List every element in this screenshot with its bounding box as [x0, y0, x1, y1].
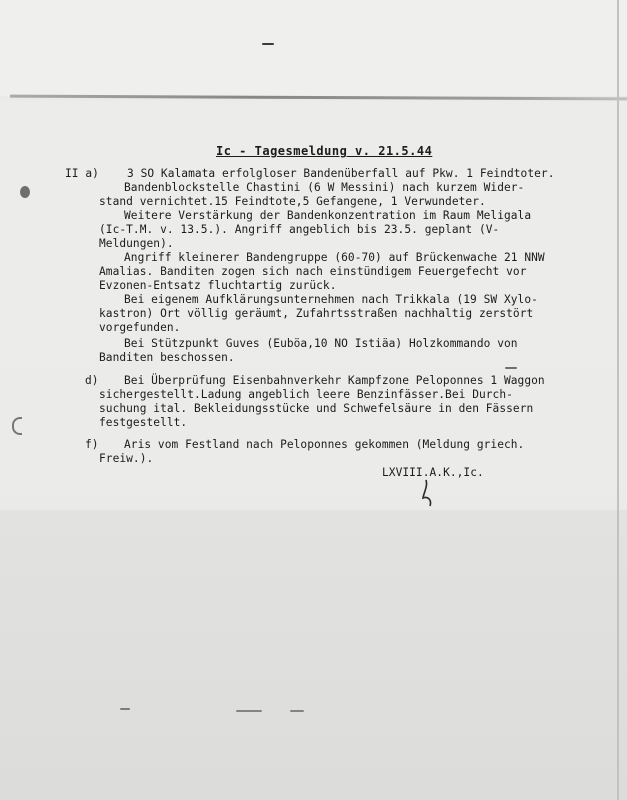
text-line: Aris vom Festland nach Peloponnes gekommen (Meldung griech.	[124, 438, 525, 451]
text-line: stand vernichtet.15 Feindtote,5 Gefangene, 1 Verwundeter.	[99, 195, 486, 208]
text-line: Meldungen).	[99, 237, 174, 250]
text-line: festgestellt.	[99, 416, 188, 429]
lower-blank-area	[0, 510, 627, 800]
text-line: Banditen beschossen.	[99, 351, 235, 364]
text-line: vorgefunden.	[99, 321, 181, 334]
ink-speck	[236, 710, 262, 712]
ink-speck	[290, 710, 304, 712]
top-margin	[0, 0, 627, 96]
text-line: Bandenblockstelle Chastini (6 W Messini) nach kurzem Wider-	[124, 181, 525, 194]
text-line: sichergestellt.Ladung angeblich leere Benzinfässer.Bei Durch-	[99, 388, 513, 401]
section-label: f)	[85, 438, 99, 451]
text-line: Bei Stützpunkt Guves (Euböa,10 NO Istiäa) Holzkommando von	[124, 337, 518, 350]
text-line: suchung ital. Bekleidungsstücke und Schwefelsäure in den Fässern	[99, 402, 534, 415]
text-line: Angriff kleinerer Bandengruppe (60-70) auf Brückenwache 21 NNW	[124, 251, 545, 264]
text-line: Amalias. Banditen zogen sich nach einstündigem Feuergefecht vor	[99, 265, 527, 278]
ink-speck	[505, 367, 517, 369]
text-line: Bei eigenem Aufklärungsunternehmen nach Trikkala (19 SW Xylo-	[124, 293, 538, 306]
text-line: Evzonen-Entsatz fluchtartig zurück.	[99, 279, 337, 292]
text-line: (Ic-T.M. v. 13.5.). Angriff angeblich bis 23.5. geplant (V-	[99, 223, 500, 236]
punch-hole	[20, 186, 30, 198]
text-line: Freiw.).	[99, 452, 154, 465]
ink-speck	[262, 43, 274, 45]
document-title: Ic - Tagesmeldung v. 21.5.44	[216, 144, 433, 158]
ink-speck	[120, 708, 130, 710]
signature-block: LXVIII.A.K.,Ic.	[382, 466, 484, 479]
text-line: Weitere Verstärkung der Bandenkonzentration im Raum Meligala	[124, 209, 532, 222]
right-edge	[617, 0, 619, 800]
text-line: kastron) Ort völlig geräumt, Zufahrtsstraßen nachhaltig zerstört	[99, 307, 534, 320]
handwritten-signature	[420, 478, 440, 508]
text-line: Bei Überprüfung Eisenbahnverkehr Kampfzone Peloponnes 1 Waggon	[124, 374, 545, 387]
curl-mark	[12, 417, 22, 435]
text-line: 3 SO Kalamata erfolgloser Bandenüberfall auf Pkw. 1 Feindtoter.	[127, 167, 555, 180]
section-label: d)	[85, 374, 99, 387]
section-label: II a)	[65, 167, 99, 180]
